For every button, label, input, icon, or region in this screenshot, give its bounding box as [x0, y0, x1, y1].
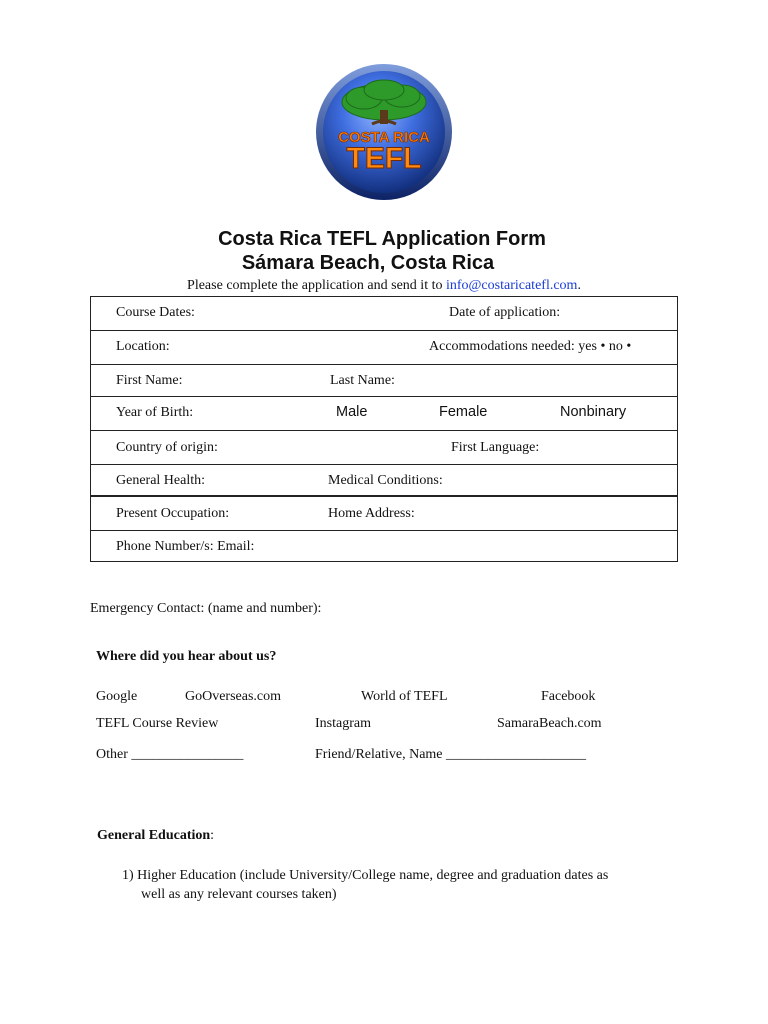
page-title: Costa Rica TEFL Application Form: [218, 228, 546, 250]
application-form-table: [90, 296, 678, 562]
phone-email-label[interactable]: Phone Number/s: Email:: [116, 539, 255, 554]
option-other[interactable]: Other ________________: [96, 747, 244, 762]
education-item-1-line1: 1) Higher Education (include University/College name, degree and graduation dates as: [122, 868, 609, 883]
medical-conditions-label[interactable]: Medical Conditions:: [328, 473, 443, 488]
first-name-label[interactable]: First Name:: [116, 373, 183, 388]
hear-about-heading: Where did you hear about us?: [96, 649, 277, 664]
gender-female-option[interactable]: Female: [439, 404, 488, 420]
row-divider: [91, 364, 677, 365]
emergency-contact-label[interactable]: Emergency Contact: (name and number):: [90, 601, 322, 616]
svg-text:COSTA RICA: COSTA RICA: [338, 129, 430, 146]
general-education-heading: [97, 828, 214, 844]
logo-graphic: [314, 62, 454, 202]
general-education-title: General Education: [97, 828, 211, 843]
svg-text:TEFL: TEFL: [346, 142, 422, 175]
present-occupation-label[interactable]: Present Occupation:: [116, 506, 230, 521]
education-item-1-line2: well as any relevant courses taken): [141, 887, 337, 902]
costa-rica-tefl-logo: [314, 62, 454, 202]
option-world-of-tefl[interactable]: World of TEFL: [361, 689, 448, 704]
option-tefl-course-review[interactable]: TEFL Course Review: [96, 716, 219, 731]
home-address-label[interactable]: Home Address:: [328, 506, 415, 521]
row-divider: [91, 330, 677, 331]
general-health-label[interactable]: General Health:: [116, 473, 206, 488]
general-education-colon: :: [210, 828, 215, 843]
option-google[interactable]: Google: [96, 689, 138, 704]
email-link[interactable]: info@costaricatefl.com: [445, 278, 578, 293]
intro-prefix: Please complete the application and send it to: [187, 278, 446, 293]
gender-nonbinary-option[interactable]: Nonbinary: [560, 404, 627, 420]
row-divider: [91, 464, 677, 465]
row-divider: [91, 530, 677, 531]
last-name-label[interactable]: Last Name:: [330, 373, 395, 388]
course-dates-label[interactable]: Course Dates:: [116, 305, 195, 320]
row-divider: [91, 430, 677, 431]
option-gooverseas[interactable]: GoOverseas.com: [185, 689, 282, 704]
row-divider: [91, 495, 677, 497]
option-facebook[interactable]: Facebook: [541, 689, 596, 704]
year-of-birth-label[interactable]: Year of Birth:: [116, 405, 194, 420]
intro-suffix: .: [577, 278, 581, 293]
country-of-origin-label[interactable]: Country of origin:: [116, 440, 218, 455]
row-divider: [91, 396, 677, 397]
gender-male-option[interactable]: Male: [336, 404, 368, 420]
option-instagram[interactable]: Instagram: [315, 716, 371, 731]
accommodations-label[interactable]: Accommodations needed: yes • no •: [429, 339, 632, 354]
option-samarabeach[interactable]: SamaraBeach.com: [497, 716, 602, 731]
date-of-application-label[interactable]: Date of application:: [449, 305, 561, 320]
location-label[interactable]: Location:: [116, 339, 170, 354]
intro-text: [0, 278, 768, 294]
first-language-label[interactable]: First Language:: [451, 440, 540, 455]
option-friend-relative[interactable]: Friend/Relative, Name ____________________: [315, 747, 587, 762]
page-subtitle: Sámara Beach, Costa Rica: [241, 252, 495, 274]
